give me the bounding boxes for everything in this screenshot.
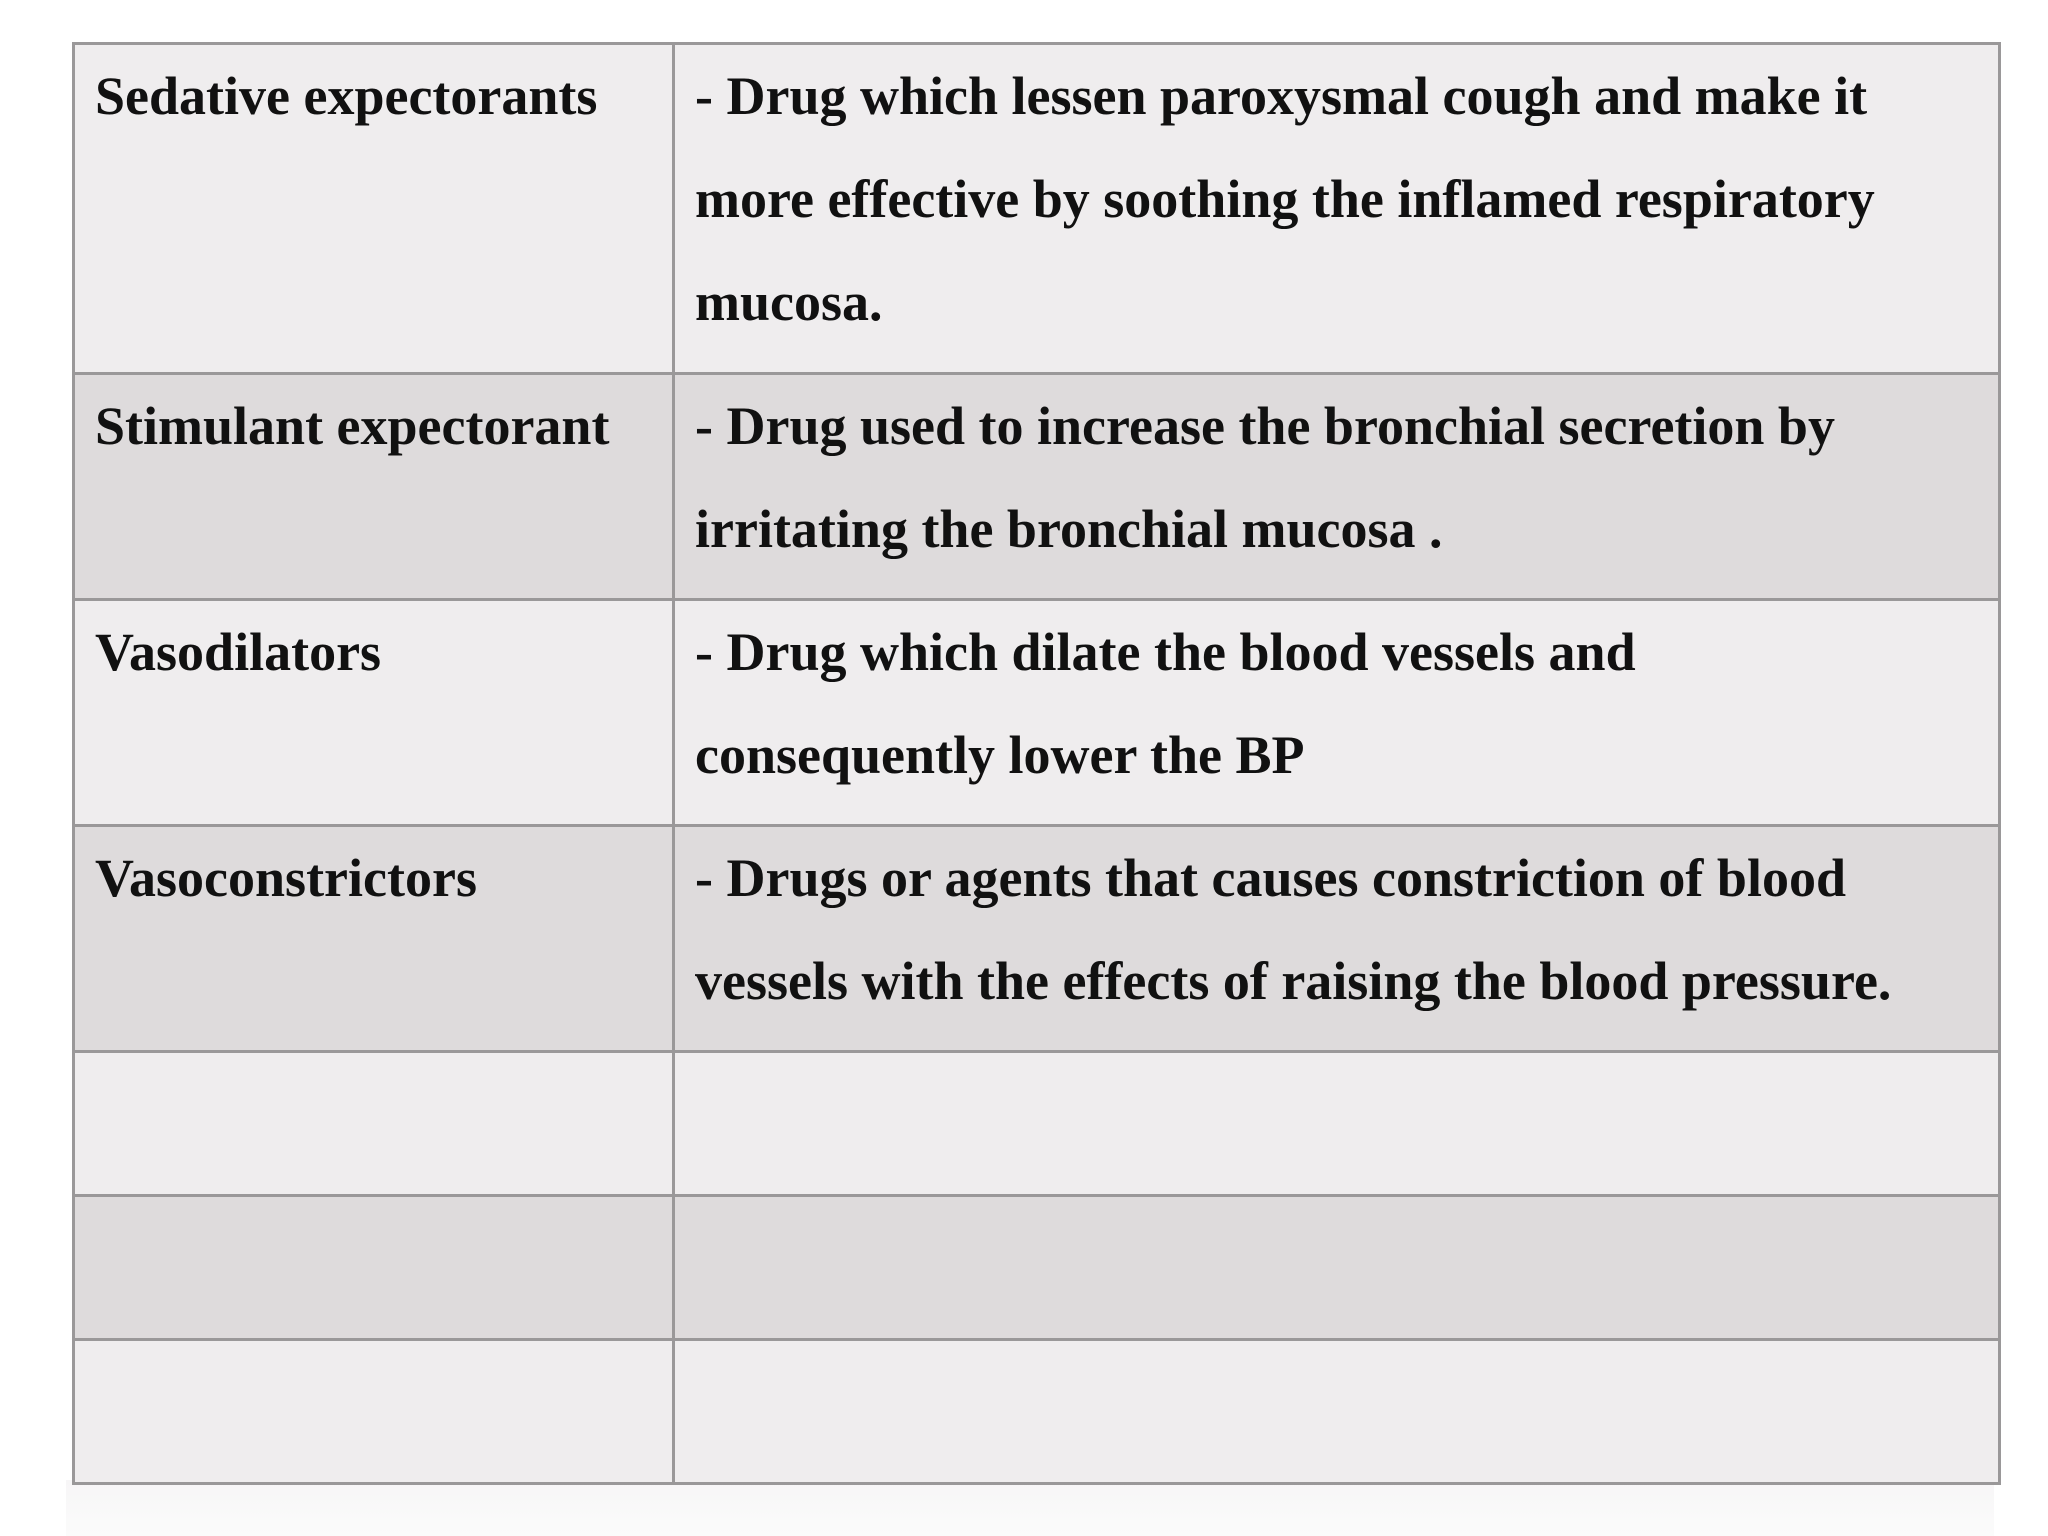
definition-cell	[674, 1340, 2000, 1484]
definition-cell	[674, 374, 2000, 600]
term-cell	[74, 826, 674, 1052]
definition-line: - Drug which dilate the blood vessels and	[695, 622, 1636, 682]
definition-cell	[674, 1052, 2000, 1196]
term-cell	[74, 600, 674, 826]
definition-line: mucosa.	[695, 272, 883, 332]
definition-line: more effective by soothing the inflamed respiratory	[695, 169, 1875, 229]
term-text: Stimulant expectorant	[95, 396, 610, 456]
definition-cell	[674, 600, 2000, 826]
term-text: Vasodilators	[95, 622, 382, 682]
table-row	[74, 826, 2000, 1052]
table-row	[74, 1052, 2000, 1196]
definition-line: consequently lower the BP	[695, 725, 1305, 785]
term-text: Vasoconstrictors	[95, 848, 477, 908]
table-row	[74, 1196, 2000, 1340]
definition-line: - Drugs or agents that causes constriction of blood	[695, 848, 1846, 908]
table-row	[74, 1340, 2000, 1484]
term-cell	[74, 44, 674, 374]
page-shadow	[66, 1480, 1994, 1536]
table-row	[74, 600, 2000, 826]
definition-line: - Drug used to increase the bronchial secretion by	[695, 396, 1835, 456]
definition-line: vessels with the effects of raising the blood pressure.	[695, 951, 1892, 1011]
term-cell	[74, 1196, 674, 1340]
definition-cell	[674, 826, 2000, 1052]
definition-line: irritating the bronchial mucosa .	[695, 499, 1443, 559]
definition-cell	[674, 44, 2000, 374]
terms-table	[72, 42, 2001, 1485]
term-cell	[74, 1340, 674, 1484]
definition-cell	[674, 1196, 2000, 1340]
table-row	[74, 44, 2000, 374]
term-cell	[74, 1052, 674, 1196]
term-text: Sedative expectorants	[95, 66, 598, 126]
table-row	[74, 374, 2000, 600]
definition-line: - Drug which lessen paroxysmal cough and make it	[695, 66, 1868, 126]
term-cell	[74, 374, 674, 600]
